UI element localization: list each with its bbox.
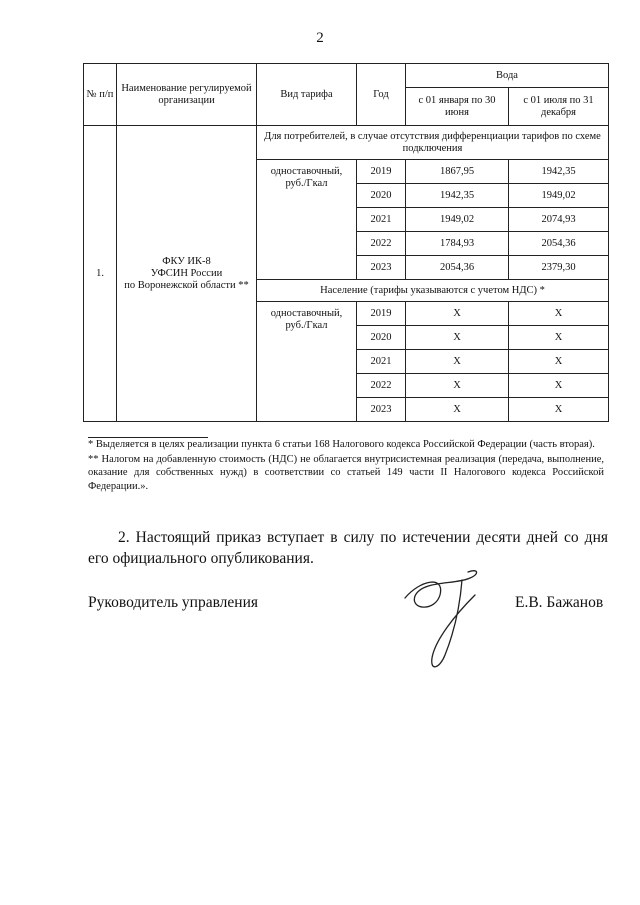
footnote-1: * Выделяется в целях реализации пункта 6 статьи 168 Налогового кодекса Российской Федерации (часть вторая). [88, 439, 595, 450]
value-cell: 1949,02 [509, 184, 609, 208]
year-cell: 2022 [357, 374, 406, 398]
year-cell: 2020 [357, 326, 406, 350]
organization-name [117, 126, 257, 422]
footnote-2: ** Налогом на добавленную стоимость (НДС) не облагается внутрисистемная реализация (передача, выполнение, оказание для собственных нужд) в соответствии со статьей 149 части II Налогового кодекса Российской Федерации.». [88, 453, 604, 492]
header-year: Год [357, 64, 406, 126]
header-num: № п/п [84, 64, 117, 126]
value-cell: 1949,02 [406, 208, 509, 232]
value-cell: 2379,30 [509, 256, 609, 280]
page-number: 2 [316, 30, 324, 46]
footnotes [88, 438, 604, 494]
year-cell: 2020 [357, 184, 406, 208]
row-number: 1. [84, 126, 117, 422]
group2-tariff-type: одноставочный, руб./Гкал [257, 302, 357, 422]
signer-title: Руководитель управления [88, 594, 259, 611]
header-row [84, 64, 609, 88]
value-cell: Х [509, 302, 609, 326]
year-cell: 2021 [357, 208, 406, 232]
value-cell: Х [406, 350, 509, 374]
signer-name: Е.В. Бажанов [515, 594, 604, 611]
value-cell: 1867,95 [406, 160, 509, 184]
value-cell: 2054,36 [509, 232, 609, 256]
value-cell: Х [406, 302, 509, 326]
header-tariff-type: Вид тарифа [257, 64, 357, 126]
tariff-table [83, 63, 609, 422]
group1-tariff-type: одноставочный, руб./Гкал [257, 160, 357, 280]
value-cell: 2074,93 [509, 208, 609, 232]
value-cell: Х [406, 398, 509, 422]
value-cell: 1784,93 [406, 232, 509, 256]
order-paragraph: 2. Настоящий приказ вступает в силу по истечении десяти дней со дня его официального опубликования. [88, 529, 608, 567]
header-org: Наименование регулируемой организации [117, 64, 257, 126]
year-cell: 2021 [357, 350, 406, 374]
org-line3: по Воронежской области ** [124, 279, 249, 291]
org-line1: ФКУ ИК-8 [162, 255, 211, 267]
year-cell: 2023 [357, 398, 406, 422]
group1-title: Для потребителей, в случае отсутствия дифференциации тарифов по схеме подключения [257, 126, 609, 160]
value-cell: Х [406, 326, 509, 350]
header-period2: с 01 июля по 31 декабря [509, 88, 609, 126]
value-cell: Х [406, 374, 509, 398]
value-cell: 2054,36 [406, 256, 509, 280]
year-cell: 2022 [357, 232, 406, 256]
year-cell: 2019 [357, 160, 406, 184]
year-cell: 2019 [357, 302, 406, 326]
value-cell: Х [509, 350, 609, 374]
year-cell: 2023 [357, 256, 406, 280]
signature-image [400, 560, 510, 680]
value-cell: Х [509, 326, 609, 350]
header-period1: с 01 января по 30 июня [406, 88, 509, 126]
group1-title-row [84, 126, 609, 160]
header-water: Вода [406, 64, 609, 88]
value-cell: Х [509, 374, 609, 398]
group2-title: Население (тарифы указываются с учетом НДС) * [257, 280, 609, 302]
value-cell: 1942,35 [509, 160, 609, 184]
value-cell: Х [509, 398, 609, 422]
org-line2: УФСИН России [150, 267, 223, 279]
value-cell: 1942,35 [406, 184, 509, 208]
